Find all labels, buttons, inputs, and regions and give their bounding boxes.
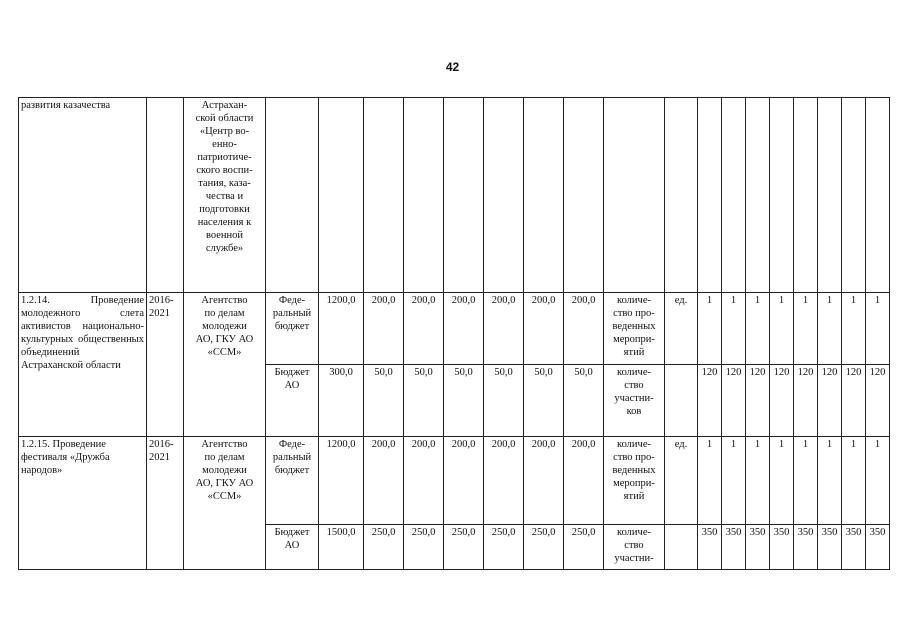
target-cell: 1 (722, 437, 746, 525)
funding-source-cell: Феде- ральный бюджет (266, 437, 319, 525)
year-cell: 50,0 (524, 365, 564, 437)
target-cell: 350 (818, 525, 842, 570)
target-cell: 350 (722, 525, 746, 570)
target-cell: 1 (770, 293, 794, 365)
target-cell: 1 (746, 437, 770, 525)
year-cell: 200,0 (404, 437, 444, 525)
unit-cell (665, 365, 698, 437)
activity-name-cell: развития казачества (19, 98, 147, 293)
executor-cell: Агентство по делам молодежи АО, ГКУ АО «ССМ» (184, 437, 266, 570)
target-cell (698, 98, 722, 293)
year-cell: 50,0 (564, 365, 604, 437)
target-cell: 1 (818, 437, 842, 525)
page-number: 42 (445, 60, 460, 74)
funding-source-cell (266, 98, 319, 293)
year-cell (564, 98, 604, 293)
target-cell: 350 (794, 525, 818, 570)
funding-source-cell: Бюджет АО (266, 365, 319, 437)
target-cell: 1 (866, 293, 890, 365)
total-cell: 1500,0 (319, 525, 364, 570)
activity-name-cell: 1.2.14. Проведение молодежного слета активистов национально-культурных общественных объединений Астраханской области (19, 293, 147, 437)
target-cell (722, 98, 746, 293)
target-cell (794, 98, 818, 293)
year-cell: 200,0 (444, 437, 484, 525)
target-cell: 120 (698, 365, 722, 437)
target-cell: 350 (866, 525, 890, 570)
period-cell (147, 98, 184, 293)
target-cell (746, 98, 770, 293)
target-cell (842, 98, 866, 293)
total-cell: 1200,0 (319, 437, 364, 525)
target-cell: 1 (770, 437, 794, 525)
target-cell (818, 98, 842, 293)
year-cell (404, 98, 444, 293)
unit-cell: ед. (665, 293, 698, 365)
executor-cell: Агентство по делам молодежи АО, ГКУ АО «ССМ» (184, 293, 266, 437)
unit-cell: ед. (665, 437, 698, 525)
year-cell: 200,0 (404, 293, 444, 365)
year-cell: 200,0 (364, 437, 404, 525)
unit-cell (665, 525, 698, 570)
target-cell: 1 (842, 293, 866, 365)
period-cell: 2016- 2021 (147, 437, 184, 570)
year-cell: 50,0 (404, 365, 444, 437)
total-cell: 300,0 (319, 365, 364, 437)
indicator-cell: количе- ство участни- (604, 525, 665, 570)
unit-cell (665, 98, 698, 293)
year-cell: 250,0 (524, 525, 564, 570)
total-cell (319, 98, 364, 293)
target-cell: 350 (770, 525, 794, 570)
indicator-cell: количе- ство участни- ков (604, 365, 665, 437)
target-cell: 120 (866, 365, 890, 437)
indicator-cell (604, 98, 665, 293)
year-cell: 250,0 (564, 525, 604, 570)
target-cell: 1 (794, 293, 818, 365)
target-cell: 350 (842, 525, 866, 570)
year-cell (524, 98, 564, 293)
program-activities-table (18, 97, 890, 570)
target-cell: 1 (698, 437, 722, 525)
year-cell: 250,0 (404, 525, 444, 570)
year-cell (444, 98, 484, 293)
target-cell: 120 (770, 365, 794, 437)
year-cell (364, 98, 404, 293)
target-cell (866, 98, 890, 293)
target-cell: 1 (842, 437, 866, 525)
funding-source-cell: Феде- ральный бюджет (266, 293, 319, 365)
year-cell: 200,0 (524, 437, 564, 525)
year-cell: 200,0 (564, 293, 604, 365)
year-cell: 200,0 (364, 293, 404, 365)
indicator-cell: количе- ство про- веденных меропри- ятий (604, 293, 665, 365)
executor-cell: Астрахан- ской области «Центр во- енно- патриотиче- ского воспи- тания, каза- чества и подготовки населения к военной службе» (184, 98, 266, 293)
target-cell: 1 (746, 293, 770, 365)
indicator-cell: количе- ство про- веденных меропри- ятий (604, 437, 665, 525)
target-cell: 1 (698, 293, 722, 365)
target-cell: 120 (722, 365, 746, 437)
year-cell: 250,0 (444, 525, 484, 570)
target-cell: 1 (722, 293, 746, 365)
year-cell: 200,0 (444, 293, 484, 365)
target-cell: 1 (794, 437, 818, 525)
target-cell (770, 98, 794, 293)
target-cell: 120 (794, 365, 818, 437)
year-cell: 200,0 (484, 293, 524, 365)
year-cell: 200,0 (564, 437, 604, 525)
table-row-1-2-15-federal (19, 437, 890, 525)
activity-name-cell: 1.2.15. Проведение фестиваля «Дружба народов» (19, 437, 147, 570)
target-cell: 120 (746, 365, 770, 437)
table-row-1-2-14-federal (19, 293, 890, 365)
year-cell (484, 98, 524, 293)
period-cell: 2016- 2021 (147, 293, 184, 437)
year-cell: 50,0 (444, 365, 484, 437)
year-cell: 250,0 (484, 525, 524, 570)
year-cell: 250,0 (364, 525, 404, 570)
year-cell: 200,0 (524, 293, 564, 365)
total-cell: 1200,0 (319, 293, 364, 365)
table-row-continuation (19, 98, 890, 293)
funding-source-cell: Бюджет АО (266, 525, 319, 570)
target-cell: 1 (866, 437, 890, 525)
target-cell: 120 (842, 365, 866, 437)
target-cell: 350 (698, 525, 722, 570)
year-cell: 50,0 (364, 365, 404, 437)
target-cell: 1 (818, 293, 842, 365)
year-cell: 50,0 (484, 365, 524, 437)
target-cell: 350 (746, 525, 770, 570)
year-cell: 200,0 (484, 437, 524, 525)
target-cell: 120 (818, 365, 842, 437)
